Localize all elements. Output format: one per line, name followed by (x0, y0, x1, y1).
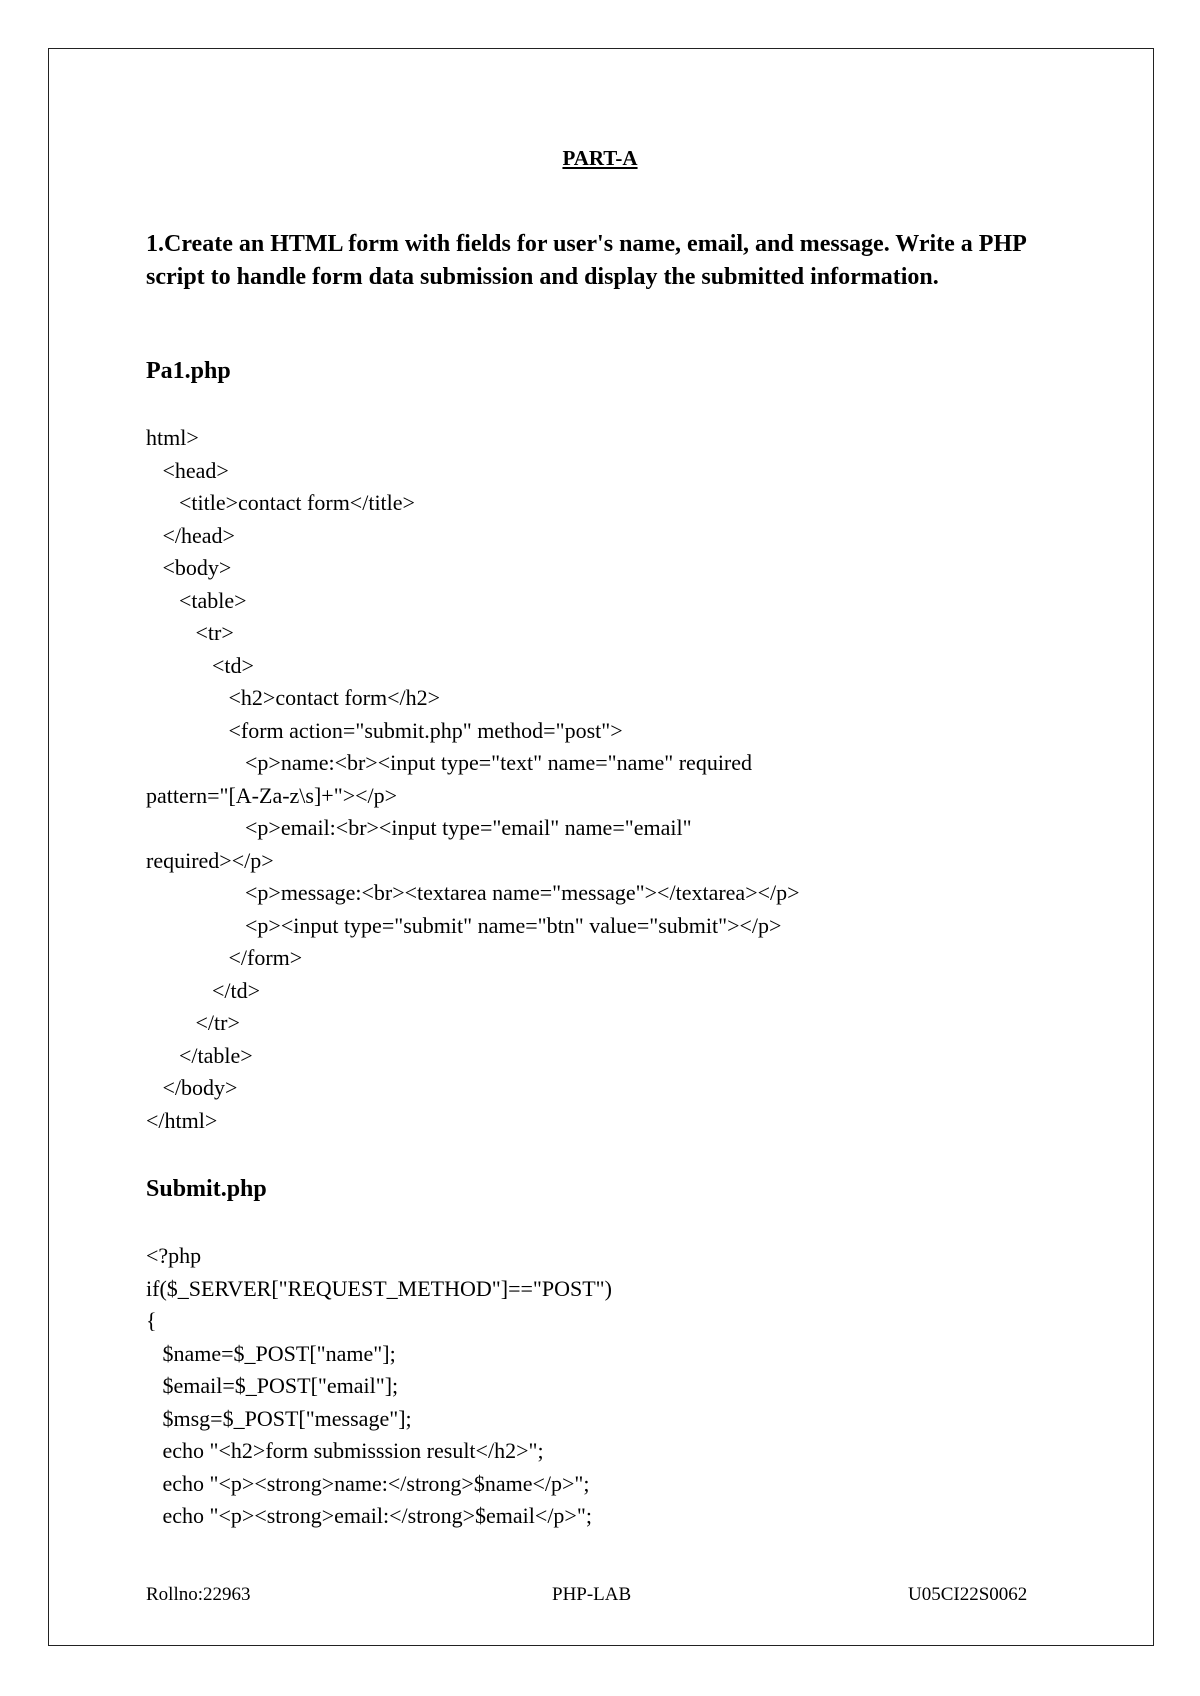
code-line: <table> (146, 587, 247, 613)
code-line: </form> (146, 945, 303, 970)
code-block-submit (146, 1240, 612, 1533)
code-line: </td> (146, 977, 261, 1003)
code-line: html> (146, 425, 199, 450)
footer-rollno: Rollno:22963 (146, 1584, 251, 1605)
file-heading-submit: Submit.php (146, 1176, 267, 1202)
part-heading: PART-A (562, 146, 638, 170)
question-text: 1.Create an HTML form with fields for user's name, email, and message. Write a PHP script to handle form data submission and display the submitted information. (146, 231, 1026, 290)
code-line: <td> (146, 652, 254, 678)
code-line: <p><input type="submit" name="btn" value="submit"></p> (146, 912, 782, 938)
code-line: echo "<p><strong>email:</strong>$email</p>"; (146, 1503, 592, 1528)
code-line: pattern="[A-Za-z\s]+"></p> (146, 782, 398, 808)
code-line: <head> (146, 457, 229, 483)
code-line: echo "<p><strong>name:</strong>$name</p>"; (146, 1470, 590, 1496)
code-line: <form action="submit.php" method="post"> (146, 717, 623, 743)
code-line: required></p> (146, 847, 274, 873)
code-line: $email=$_POST["email"]; (146, 1373, 399, 1398)
code-line: $name=$_POST["name"]; (146, 1340, 396, 1366)
code-line: <p>email:<br><input type="email" name="email" (146, 815, 692, 840)
code-line: </tr> (146, 1010, 240, 1035)
code-line: { (146, 1308, 157, 1333)
code-line: if($_SERVER["REQUEST_METHOD"]=="POST") (146, 1275, 612, 1301)
code-line: echo "<h2>form submisssion result</h2>"; (146, 1438, 544, 1463)
code-block-pa1 (146, 422, 800, 1137)
code-line: $msg=$_POST["message"]; (146, 1405, 412, 1431)
code-line: <body> (146, 555, 232, 580)
code-line: </body> (146, 1075, 238, 1100)
code-line: <?php (146, 1243, 202, 1268)
code-line: </html> (146, 1107, 218, 1133)
code-line: <tr> (146, 620, 234, 645)
code-line: <p>message:<br><textarea name="message"></textarea></p> (146, 880, 800, 905)
code-line: <title>contact form</title> (146, 490, 415, 515)
footer-code: U05CI22S0062 (908, 1584, 1028, 1605)
footer-subject: PHP-LAB (552, 1584, 632, 1605)
code-line: </head> (146, 522, 235, 548)
code-line: </table> (146, 1042, 253, 1068)
code-line: <h2>contact form</h2> (146, 685, 441, 710)
code-line: <p>name:<br><input type="text" name="name" required (146, 750, 753, 775)
file-heading-pa1: Pa1.php (146, 358, 231, 384)
